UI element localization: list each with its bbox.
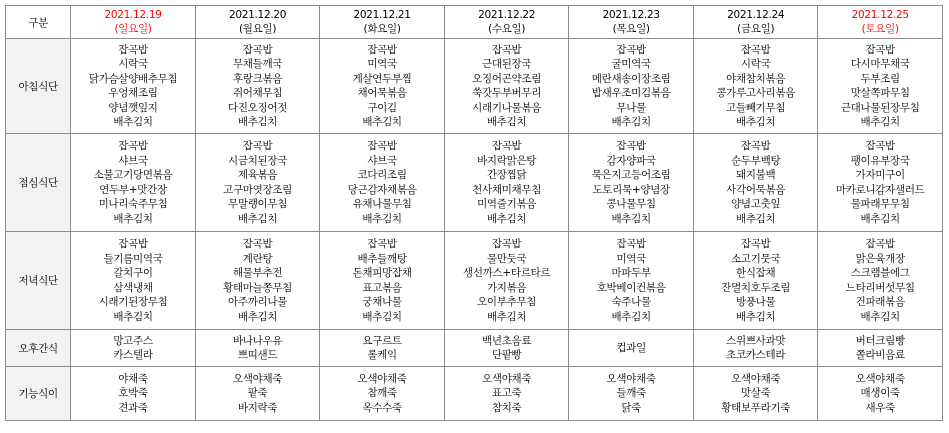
- menu-item: 스위쁘사과맛: [726, 334, 786, 347]
- menu-item: 버터크림빵: [855, 334, 905, 347]
- menu-cell: [195, 330, 320, 367]
- menu-item: 참치죽: [491, 401, 522, 414]
- menu-item: 무말랭이무침: [228, 198, 288, 210]
- menu-item: 오색야채죽: [232, 372, 283, 385]
- menu-item: 호박죽: [118, 387, 148, 400]
- menu-item: 쫄라비음료: [855, 349, 905, 361]
- menu-item: 야채죽: [118, 372, 148, 385]
- menu-item: 쁘띠샌드: [237, 349, 278, 361]
- dinner-row: [6, 232, 943, 330]
- menu-item: 잡곡밥: [367, 238, 397, 250]
- menu-item: 잡곡밥: [740, 43, 771, 56]
- menu-item: 배추김치: [860, 310, 900, 323]
- menu-item: 맛살쪽파무침: [850, 87, 910, 99]
- menu-item: 고들빼기무침: [726, 101, 786, 114]
- menu-item: 배추김치: [736, 116, 776, 128]
- menu-cell: [444, 330, 569, 367]
- menu-table-container: [5, 5, 943, 421]
- menu-item: 밥새우조미김볶음: [591, 87, 671, 99]
- menu-item: 단팥빵: [491, 349, 522, 361]
- menu-cell: [818, 367, 943, 421]
- menu-item: 우엉채조림: [108, 87, 158, 99]
- menu-item: 고구마엿장조림: [223, 183, 293, 196]
- menu-cell: [71, 134, 196, 232]
- menu-item: 가지볶음: [486, 281, 527, 294]
- menu-item: 감자양파국: [606, 154, 656, 167]
- menu-item: 닭가슴살양배추무침: [88, 72, 178, 85]
- menu-item: 당근감자채볶음: [347, 183, 417, 196]
- menu-item: 배추김치: [736, 310, 776, 323]
- menu-body: [6, 39, 943, 421]
- menu-item: 잡곡밥: [865, 43, 895, 56]
- menu-item: 천사채미채무침: [472, 183, 542, 196]
- day-weekday: (목요일): [612, 23, 650, 35]
- menu-item: 롤케익: [367, 349, 397, 361]
- menu-cell: [195, 367, 320, 421]
- menu-item: 배추김치: [611, 212, 651, 225]
- menu-item: 아주까리나물: [228, 296, 288, 308]
- menu-item: 잡곡밥: [865, 140, 895, 152]
- menu-item: 묵은지고등어조림: [591, 169, 671, 181]
- menu-item: 돈채피망잡채: [352, 267, 412, 279]
- day-date: 2021.12.22: [478, 9, 536, 21]
- menu-item: 맑은육개장: [855, 252, 905, 265]
- meal-label: 기능식이: [6, 367, 71, 421]
- menu-item: 근대된장국: [482, 58, 532, 70]
- menu-item: 배추김치: [611, 310, 651, 323]
- menu-item: 황태보푸라기죽: [721, 401, 791, 414]
- menu-item: 잡곡밥: [616, 140, 646, 152]
- menu-item: 소고기뭇국: [731, 252, 781, 265]
- menu-cell: [818, 134, 943, 232]
- menu-cell: [444, 232, 569, 330]
- menu-cell: [195, 232, 320, 330]
- breakfast-row: [6, 39, 943, 134]
- menu-item: 잡곡밥: [367, 43, 397, 56]
- menu-item: 배추김치: [486, 116, 527, 128]
- menu-item: 잔멸치호두조림: [721, 281, 791, 294]
- menu-item: 요구르트: [362, 334, 402, 347]
- menu-item: 사각어묵볶음: [726, 183, 786, 196]
- menu-item: 도토리묵+양념장: [592, 183, 670, 196]
- menu-item: 제육볶음: [237, 169, 278, 181]
- menu-item: 배추김치: [237, 310, 278, 323]
- menu-item: 새우죽: [865, 401, 895, 414]
- menu-item: 코다리조림: [357, 169, 407, 181]
- menu-item: 갈치구이: [113, 267, 153, 279]
- menu-item: 마파두부: [611, 267, 651, 279]
- category-header: 구분: [6, 6, 71, 39]
- menu-item: 콩나물무침: [606, 198, 656, 210]
- day-date: 2021.12.25: [851, 9, 909, 21]
- menu-item: 잡곡밥: [740, 238, 771, 250]
- menu-item: 돼지불백: [736, 169, 776, 181]
- weekly-menu-table: [5, 5, 943, 421]
- day-date: 2021.12.20: [229, 9, 287, 21]
- menu-item: 양념깻잎지: [108, 101, 158, 114]
- menu-cell: [818, 330, 943, 367]
- menu-item: 다진오징어젓: [228, 101, 288, 114]
- day-header: [195, 6, 320, 39]
- menu-item: 숙주나물: [611, 296, 651, 308]
- menu-cell: [693, 134, 818, 232]
- day-date: 2021.12.19: [104, 9, 162, 21]
- meal-label: 아침식단: [6, 39, 71, 134]
- menu-cell: [569, 134, 694, 232]
- menu-item: 참깨죽: [367, 387, 397, 400]
- menu-item: 시락국: [118, 58, 148, 70]
- menu-item: 건파래볶음: [855, 296, 905, 308]
- menu-item: 물파래무무침: [850, 198, 910, 210]
- menu-item: 잡곡밥: [491, 43, 522, 56]
- menu-item: 시래기나물볶음: [472, 101, 542, 114]
- menu-item: 채어묵볶음: [357, 87, 407, 99]
- menu-item: 팥죽: [247, 387, 268, 400]
- lunch-row: [6, 134, 943, 232]
- menu-cell: [320, 134, 445, 232]
- menu-item: 잡곡밥: [118, 238, 148, 250]
- menu-item: 오색야채죽: [357, 372, 407, 385]
- menu-item: 미나리숙주무침: [98, 198, 168, 210]
- menu-item: 무나물: [616, 101, 646, 114]
- menu-cell: [693, 232, 818, 330]
- menu-item: 샤브국: [118, 154, 148, 167]
- meal-label: 점심식단: [6, 134, 71, 232]
- menu-item: 쥐어채무침: [232, 87, 283, 99]
- menu-item: 근대나물된장무침: [840, 101, 920, 114]
- menu-cell: [195, 134, 320, 232]
- menu-item: 오색야채죽: [731, 372, 781, 385]
- menu-item: 잡곡밥: [242, 238, 273, 250]
- menu-item: 팽이유부장국: [850, 154, 910, 167]
- menu-item: 배추김치: [362, 212, 402, 225]
- menu-item: 오이부추무침: [477, 296, 537, 308]
- menu-item: 배추김치: [237, 116, 278, 128]
- menu-item: 물만둣국: [486, 252, 527, 265]
- menu-cell: [569, 330, 694, 367]
- menu-item: 삼색냉채: [113, 281, 153, 294]
- menu-item: 잡곡밥: [118, 43, 148, 56]
- menu-cell: [320, 39, 445, 134]
- menu-item: 배추김치: [113, 116, 153, 128]
- menu-item: 배추김치: [237, 212, 278, 225]
- menu-item: 백년초음료: [482, 334, 532, 347]
- menu-item: 양념고춧잎: [731, 198, 781, 210]
- menu-item: 황태마늘쫑무침: [223, 281, 293, 294]
- day-header: [320, 6, 445, 39]
- menu-item: 스크램블에그: [850, 267, 910, 279]
- menu-cell: [195, 39, 320, 134]
- menu-item: 배추김치: [113, 212, 153, 225]
- menu-cell: [569, 232, 694, 330]
- menu-cell: [818, 232, 943, 330]
- menu-item: 잡곡밥: [865, 238, 895, 250]
- menu-item: 잡곡밥: [491, 238, 522, 250]
- menu-item: 구이김: [367, 101, 397, 114]
- menu-item: 생선까스+타르타르: [463, 267, 551, 279]
- menu-cell: [320, 367, 445, 421]
- day-header: [693, 6, 818, 39]
- menu-cell: [818, 39, 943, 134]
- menu-item: 시락국: [740, 58, 771, 70]
- menu-item: 배추김치: [113, 310, 153, 323]
- menu-item: 오색야채죽: [482, 372, 532, 385]
- menu-item: 미역국: [616, 252, 646, 265]
- day-date: 2021.12.21: [353, 9, 411, 21]
- menu-cell: [444, 367, 569, 421]
- menu-item: 콩가루고사리볶음: [716, 87, 796, 99]
- menu-item: 시금치된장국: [228, 154, 288, 167]
- menu-item: 두부조림: [860, 72, 900, 85]
- menu-item: 잡곡밥: [242, 140, 273, 152]
- menu-item: 굴미역국: [611, 58, 651, 70]
- menu-cell: [444, 134, 569, 232]
- menu-item: 카스텔라: [113, 349, 153, 361]
- menu-item: 망고주스: [113, 334, 153, 347]
- menu-item: 샤브국: [367, 154, 397, 167]
- menu-item: 궁채나물: [362, 296, 402, 308]
- menu-cell: [693, 367, 818, 421]
- menu-item: 무채들깨국: [232, 58, 283, 70]
- menu-cell: [569, 39, 694, 134]
- menu-item: 표고죽: [491, 387, 522, 400]
- menu-cell: [444, 39, 569, 134]
- menu-item: 매생이죽: [860, 387, 900, 400]
- day-header: [569, 6, 694, 39]
- menu-cell: [693, 39, 818, 134]
- menu-item: 잡곡밥: [242, 43, 273, 56]
- menu-item: 배추김치: [486, 212, 527, 225]
- menu-cell: [320, 232, 445, 330]
- menu-item: 메란새송이장조림: [591, 72, 671, 85]
- menu-item: 게살연두부찜: [352, 72, 412, 85]
- menu-item: 배추김치: [736, 212, 776, 225]
- menu-item: 표고볶음: [362, 281, 402, 294]
- day-weekday: (토요일): [861, 23, 899, 35]
- menu-cell: [320, 330, 445, 367]
- menu-item: 해물부추전: [232, 267, 283, 279]
- snack-row: [6, 330, 943, 367]
- menu-item: 순두부백탕: [731, 154, 781, 167]
- menu-item: 오징어곤약조림: [472, 72, 542, 85]
- menu-item: 방풍나물: [736, 296, 776, 308]
- menu-item: 바지락죽: [237, 401, 278, 414]
- menu-item: 호박베이컨볶음: [596, 281, 666, 294]
- menu-item: 오색야채죽: [606, 372, 656, 385]
- menu-item: 잡곡밥: [367, 140, 397, 152]
- menu-item: 배추김치: [860, 116, 900, 128]
- menu-item: 옥수수죽: [362, 401, 402, 414]
- menu-cell: [693, 330, 818, 367]
- menu-cell: [71, 367, 196, 421]
- menu-item: 간장찜닭: [486, 169, 527, 181]
- menu-item: 배추김치: [362, 116, 402, 128]
- menu-cell: [71, 330, 196, 367]
- menu-item: 맛살죽: [740, 387, 771, 400]
- menu-item: 들깨죽: [616, 387, 646, 400]
- menu-item: 배추김치: [611, 116, 651, 128]
- day-weekday: (금요일): [737, 23, 775, 35]
- menu-item: 오색야채죽: [855, 372, 905, 385]
- menu-item: 배추김치: [486, 310, 527, 323]
- menu-item: 배추김치: [362, 310, 402, 323]
- menu-item: 잡곡밥: [740, 140, 771, 152]
- day-weekday: (월요일): [239, 23, 277, 35]
- menu-item: 컵과일: [616, 341, 646, 354]
- day-header: [71, 6, 196, 39]
- menu-cell: [71, 39, 196, 134]
- menu-cell: [71, 232, 196, 330]
- menu-item: 배추들깨탕: [357, 252, 407, 265]
- day-weekday: (일요일): [114, 23, 152, 35]
- menu-item: 후랑크볶음: [232, 72, 283, 85]
- menu-item: 다시마무채국: [850, 58, 910, 70]
- menu-item: 마카로니감자샐러드: [835, 183, 925, 196]
- menu-item: 쑥갓두부버무리: [472, 87, 542, 99]
- menu-item: 바지락맑은탕: [477, 154, 537, 167]
- day-header: [444, 6, 569, 39]
- menu-item: 잡곡밥: [616, 238, 646, 250]
- menu-item: 유채나물무침: [352, 198, 412, 210]
- menu-item: 한식잡채: [736, 267, 776, 279]
- menu-item: 가자미구이: [855, 169, 905, 181]
- menu-item: 견과죽: [118, 401, 148, 414]
- menu-cell: [569, 367, 694, 421]
- menu-item: 연두부+맛간장: [99, 183, 167, 196]
- menu-item: 초코카스테라: [726, 349, 786, 361]
- meal-label: 오후간식: [6, 330, 71, 367]
- menu-item: 계란탕: [242, 252, 273, 265]
- menu-item: 소불고기당면볶음: [93, 169, 173, 181]
- menu-item: 잡곡밥: [118, 140, 148, 152]
- functional-diet-row: [6, 367, 943, 421]
- menu-item: 미역국: [367, 58, 397, 70]
- menu-item: 시래기된장무침: [98, 296, 168, 308]
- header-row: [6, 6, 943, 39]
- menu-item: 배추김치: [860, 212, 900, 225]
- day-date: 2021.12.23: [602, 9, 660, 21]
- day-header: [818, 6, 943, 39]
- meal-label: 저녁식단: [6, 232, 71, 330]
- menu-item: 들기름미역국: [103, 252, 163, 265]
- menu-item: 느타리버섯무침: [845, 281, 915, 294]
- day-weekday: (화요일): [363, 23, 401, 35]
- menu-item: 잡곡밥: [616, 43, 646, 56]
- menu-item: 잡곡밥: [491, 140, 522, 152]
- menu-item: 닭죽: [621, 401, 641, 414]
- menu-item: 미역줄기볶음: [477, 198, 537, 210]
- day-weekday: (수요일): [488, 23, 526, 35]
- menu-item: 바나나우유: [232, 334, 283, 347]
- menu-item: 야채참치볶음: [726, 72, 786, 85]
- day-date: 2021.12.24: [727, 9, 785, 21]
